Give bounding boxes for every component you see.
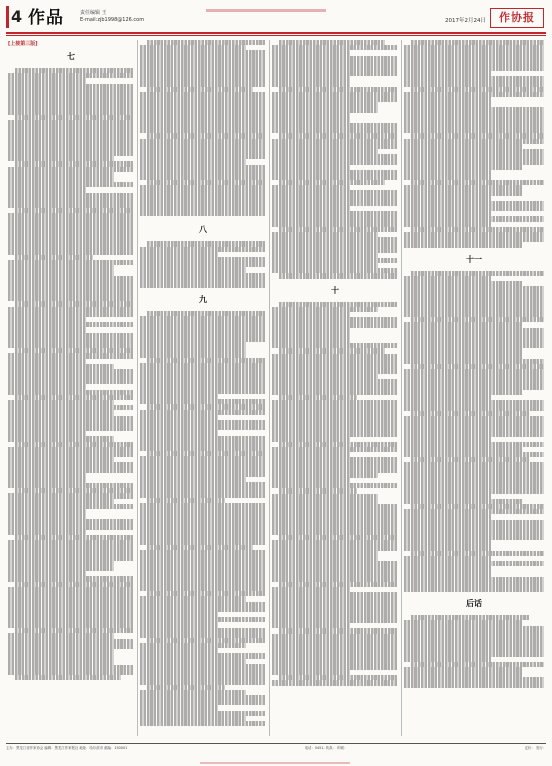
column-divider: [137, 40, 138, 736]
editor-info: [80, 10, 144, 24]
text-line: [404, 242, 522, 247]
header-rule: [6, 32, 546, 34]
article-body-7: [404, 40, 544, 248]
decorative-bar: [206, 9, 326, 12]
editor-email: E-mail:zjb1998@126.com: [80, 17, 145, 23]
footer-contact: 电话：0451- 传真： 印刷：: [304, 746, 348, 750]
article-body-5: [272, 40, 398, 279]
section-heading-ten: 十: [331, 284, 339, 295]
text-line: [404, 683, 544, 688]
column-2: [140, 40, 266, 736]
newspaper-logo: 作协报: [490, 8, 544, 28]
decorative-bar-bottom: [200, 762, 350, 764]
text-line: [15, 675, 121, 680]
editor-name: 责任编辑 王: [80, 10, 107, 16]
column-divider: [269, 40, 270, 736]
text-line: [272, 680, 398, 685]
text-line: [404, 587, 544, 592]
continued-tag: [上接第三版]: [8, 41, 38, 47]
article-body-8: [404, 271, 544, 593]
text-line: [140, 721, 266, 726]
column-divider: [401, 40, 402, 736]
column-3: [272, 40, 398, 736]
section-heading-eight: 八: [199, 224, 207, 235]
footer: [6, 746, 546, 760]
text-line: [279, 273, 398, 278]
column-1: [8, 40, 134, 736]
article-body-3: [140, 241, 266, 288]
article-body-4: [140, 311, 266, 726]
footer-publisher: 主办：黑龙江省作家协会 编辑：黑龙江作家报社 地址：哈尔滨市 邮编：150001: [6, 746, 128, 750]
text-line: [140, 283, 266, 288]
article-body-9: [404, 615, 544, 688]
article-body-1: [8, 68, 134, 680]
article-body-6: [272, 302, 398, 686]
column-4: [404, 40, 544, 736]
masthead: [6, 6, 546, 32]
section-heading-seven: 七: [67, 51, 75, 61]
footer-price: 定价： 发行：: [524, 746, 546, 750]
section-heading-eleven: 十一: [466, 253, 482, 264]
issue-date: 2017年2月24日: [445, 18, 486, 24]
header-rule-thin: [6, 35, 546, 36]
section-heading-epilogue: 后话: [466, 598, 482, 609]
article-body-2: [140, 40, 266, 216]
section-heading-nine: 九: [199, 294, 207, 305]
text-line: [140, 211, 266, 216]
footer-rule: [6, 743, 546, 744]
section-title: 作品: [28, 8, 64, 28]
page-number: 4: [6, 6, 25, 28]
